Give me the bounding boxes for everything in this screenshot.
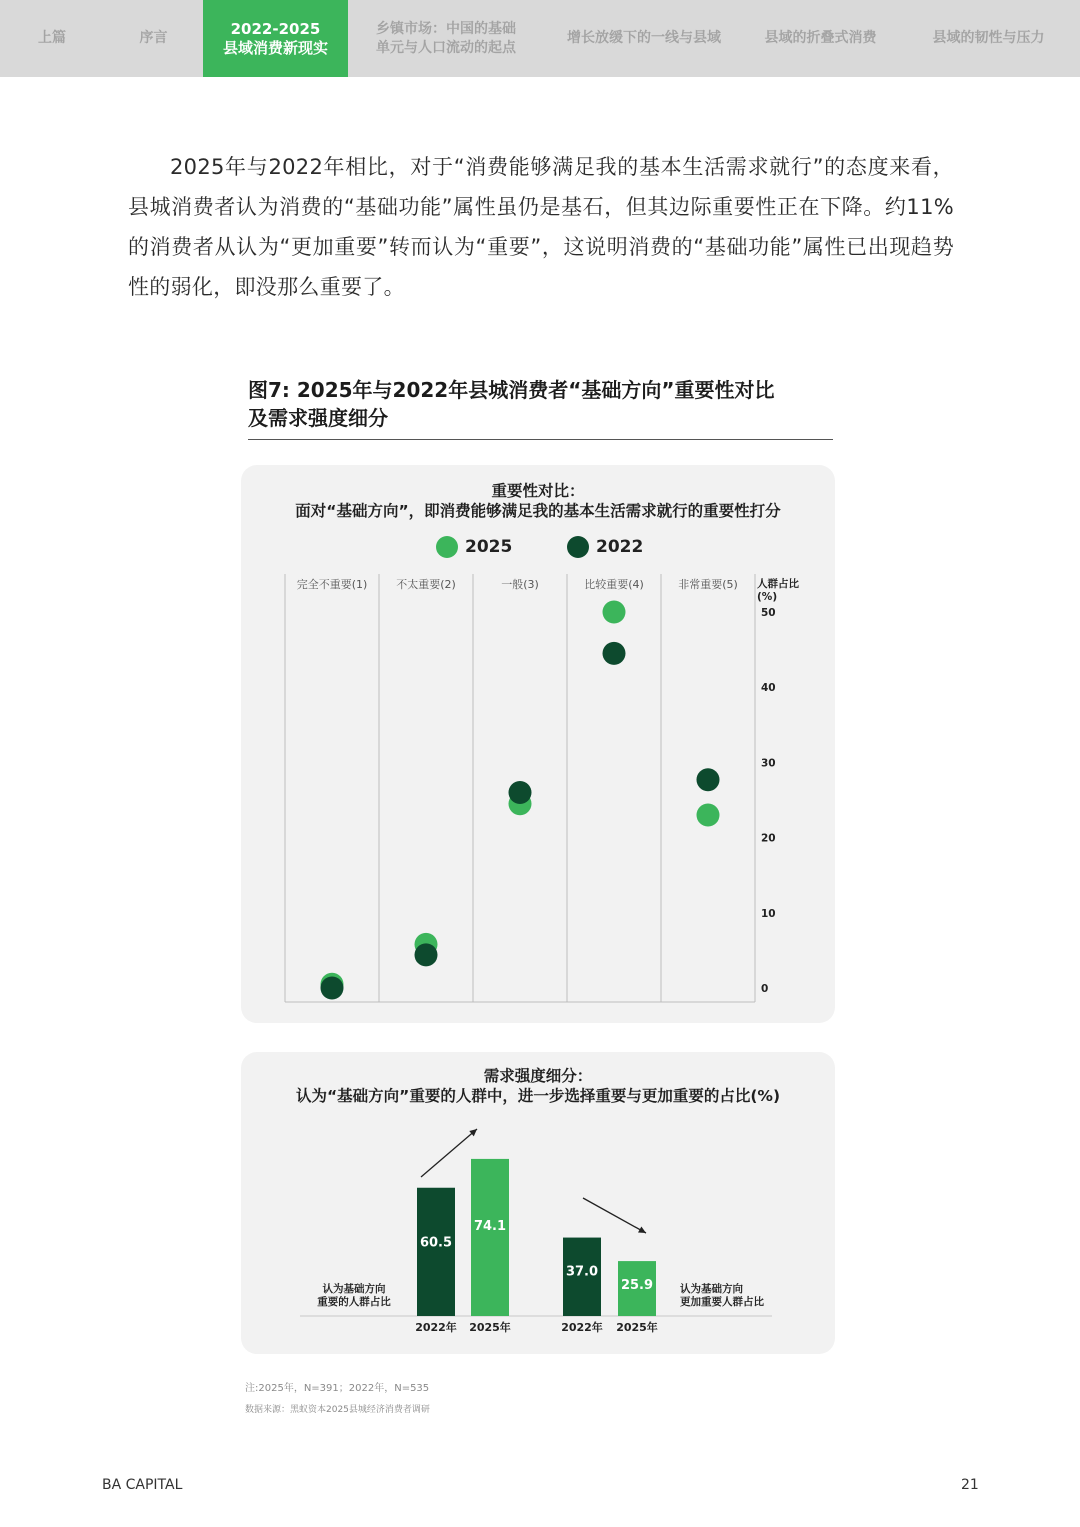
category-label: 完全不重要(1) [296,578,368,591]
nav-tab-5[interactable]: 县域的折叠式消费 [764,30,877,46]
sample-note: 注:2025年，N=391；2022年，N=535 [245,1383,430,1394]
trend-arrow-up [421,1129,477,1177]
y-axis-label: 人群占比 [757,578,799,590]
importance-chart-title: 重要性对比： [491,482,585,500]
bar-x-label: 2022年 [561,1321,603,1334]
footer-brand: BA CAPITAL [102,1477,183,1493]
y-tick-label: 30 [761,757,776,770]
bar-value-label: 25.9 [620,1278,654,1294]
bar-2025年 [471,1159,509,1316]
nav-tab-2[interactable]: 2022-2025 县域消费新现实 [203,0,348,77]
nav-tab-1[interactable]: 序言 [139,30,168,46]
category-label: 非常重要(5) [678,578,738,591]
nav-tab-0[interactable]: 上篇 [38,30,66,46]
y-tick-label: 10 [761,907,776,920]
nav-tab-4[interactable]: 增长放缓下的一线与县域 [567,30,721,46]
group-label: 更加重要人群占比 [680,1296,764,1308]
group-label: 认为基础方向 [322,1283,386,1295]
page-number: 21 [961,1477,979,1493]
y-tick-label: 20 [761,832,776,845]
bar-x-label: 2025年 [616,1321,658,1334]
nav-tab-3[interactable]: 乡镇市场：中国的基础 单元与人口流动的起点 [376,20,516,56]
figure-title: 图7: 2025年与2022年县城消费者“基础方向”重要性对比 及需求强度细分 [248,378,775,430]
bar-value-label: 60.5 [419,1235,453,1251]
y-axis-label: (%) [757,591,778,603]
importance-chart-subtitle: 面对“基础方向”，即消费能够满足我的基本生活需求就行的重要性打分 [295,502,781,520]
intensity-chart-title: 需求强度细分： [483,1067,593,1085]
bar-x-label: 2025年 [469,1321,511,1334]
y-tick-label: 0 [761,983,769,995]
category-label: 一般(3) [501,578,539,591]
legend-2025-label: 2025 [465,537,513,557]
group-label: 认为基础方向 [680,1283,743,1295]
intensity-chart-subtitle: 认为“基础方向”重要的人群中，进一步选择重要与更加重要的占比(%) [295,1087,781,1105]
category-label: 比较重要(4) [584,578,644,591]
nav-tab-6[interactable]: 县域的韧性与压力 [932,30,1045,46]
source-note: 数据来源：黑蚁资本2025县城经济消费者调研 [245,1405,430,1415]
group-label: 重要的人群占比 [317,1296,391,1308]
bar-value-label: 74.1 [473,1218,507,1234]
category-label: 不太重要(2) [396,578,456,591]
body-paragraph: 2025年与2022年相比，对于“消费能够满足我的基本生活需求就行”的态度来看，县城消费者认为消费的“基础功能”属性虽仍是基石，但其边际重要性正在下降。约11%的消费者从认为“更加重要”转而认为“重要”，这说明消费的“基础功能”属性已出现趋势性的弱化，即没那么重要了。 [128,155,954,299]
y-tick-label: 50 [761,607,776,619]
bar-value-label: 37.0 [565,1264,599,1280]
bar-x-label: 2022年 [415,1321,457,1334]
bar-2022年 [417,1188,455,1316]
y-tick-label: 40 [761,682,776,695]
legend-2022-label: 2022 [596,537,644,557]
trend-arrow-down [583,1198,646,1233]
